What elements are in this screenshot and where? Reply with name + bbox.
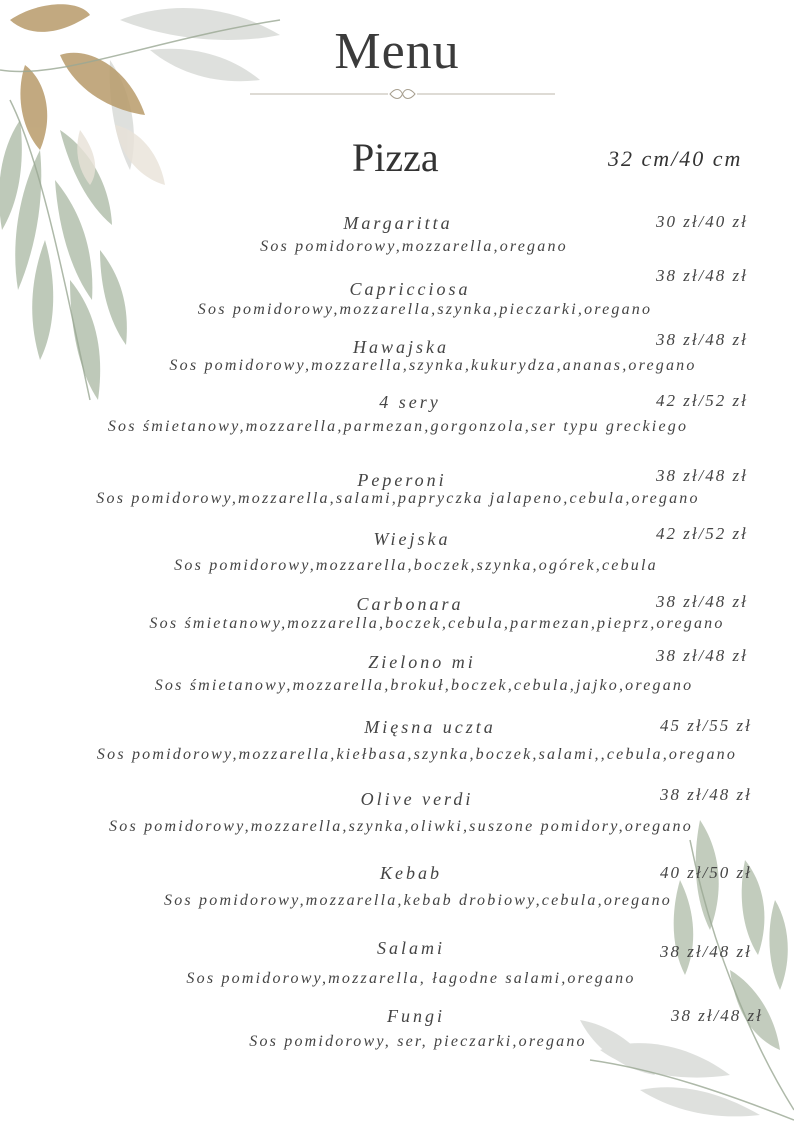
- item-price: 45 zł/55 zł: [660, 716, 752, 735]
- item-description: Sos pomidorowy,mozzarella,szynka,kukurydza,ananas,oregano: [169, 357, 697, 374]
- sizes-label: 32 cm/40 cm: [608, 146, 743, 171]
- menu-title: Menu: [334, 23, 460, 80]
- item-description: Sos pomidorowy,mozzarella, łagodne salami,oregano: [186, 970, 636, 987]
- item-name: Zielono mi: [368, 652, 476, 672]
- item-description: Sos pomidorowy,mozzarella,szynka,oliwki,suszone pomidory,oregano: [109, 818, 693, 835]
- item-price: 38 zł/48 zł: [656, 646, 748, 665]
- item-price: 38 zł/48 zł: [656, 592, 748, 611]
- item-price: 38 zł/48 zł: [656, 466, 748, 485]
- ornamental-divider: [250, 86, 555, 102]
- item-description: Sos śmietanowy,mozzarella,brokuł,boczek,cebula,jajko,oregano: [154, 677, 694, 694]
- item-name: Kebab: [380, 863, 442, 883]
- item-name: Fungi: [387, 1006, 445, 1026]
- item-description: Sos pomidorowy,mozzarella,kiełbasa,szynka,boczek,salami,,cebula,oregano: [96, 746, 738, 763]
- item-price: 38 zł/48 zł: [660, 942, 752, 961]
- item-description: Sos śmietanowy,mozzarella,boczek,cebula,parmezan,pieprz,oregano: [149, 615, 725, 632]
- item-name: Capricciosa: [349, 279, 471, 299]
- item-description: Sos pomidorowy,mozzarella,kebab drobiowy,cebula,oregano: [164, 892, 672, 909]
- item-price: 38 zł/48 zł: [660, 785, 752, 804]
- section-title: Pizza: [352, 135, 439, 180]
- item-price: 38 zł/48 zł: [671, 1006, 763, 1025]
- item-description: Sos śmietanowy,mozzarella,parmezan,gorgonzola,ser typu greckiego: [107, 418, 689, 435]
- item-price: 42 zł/52 zł: [656, 391, 748, 410]
- item-name: Carbonara: [356, 594, 464, 614]
- item-price: 40 zł/50 zł: [660, 863, 752, 882]
- item-name: Hawajska: [353, 337, 449, 357]
- item-description: Sos pomidorowy,mozzarella,boczek,szynka,ogórek,cebula: [174, 557, 658, 574]
- item-name: Olive verdi: [360, 789, 474, 809]
- item-description: Sos pomidorowy, ser, pieczarki,oregano: [249, 1033, 587, 1050]
- item-name: Peperoni: [357, 470, 447, 490]
- item-description: Sos pomidorowy,mozzarella,szynka,pieczarki,oregano: [197, 301, 653, 318]
- item-price: 30 zł/40 zł: [656, 212, 748, 231]
- item-name: Margaritta: [343, 213, 453, 233]
- item-description: Sos pomidorowy,mozzarella,salami,papryczka jalapeno,cebula,oregano: [96, 490, 700, 507]
- item-name: Mięsna uczta: [364, 717, 496, 737]
- item-price: 38 zł/48 zł: [656, 330, 748, 349]
- item-description: Sos pomidorowy,mozzarella,oregano: [260, 238, 568, 255]
- item-price: 38 zł/48 zł: [656, 266, 748, 285]
- item-name: Wiejska: [373, 529, 451, 549]
- item-name: Salami: [376, 938, 446, 958]
- item-price: 42 zł/52 zł: [656, 524, 748, 543]
- item-name: 4 sery: [379, 392, 441, 412]
